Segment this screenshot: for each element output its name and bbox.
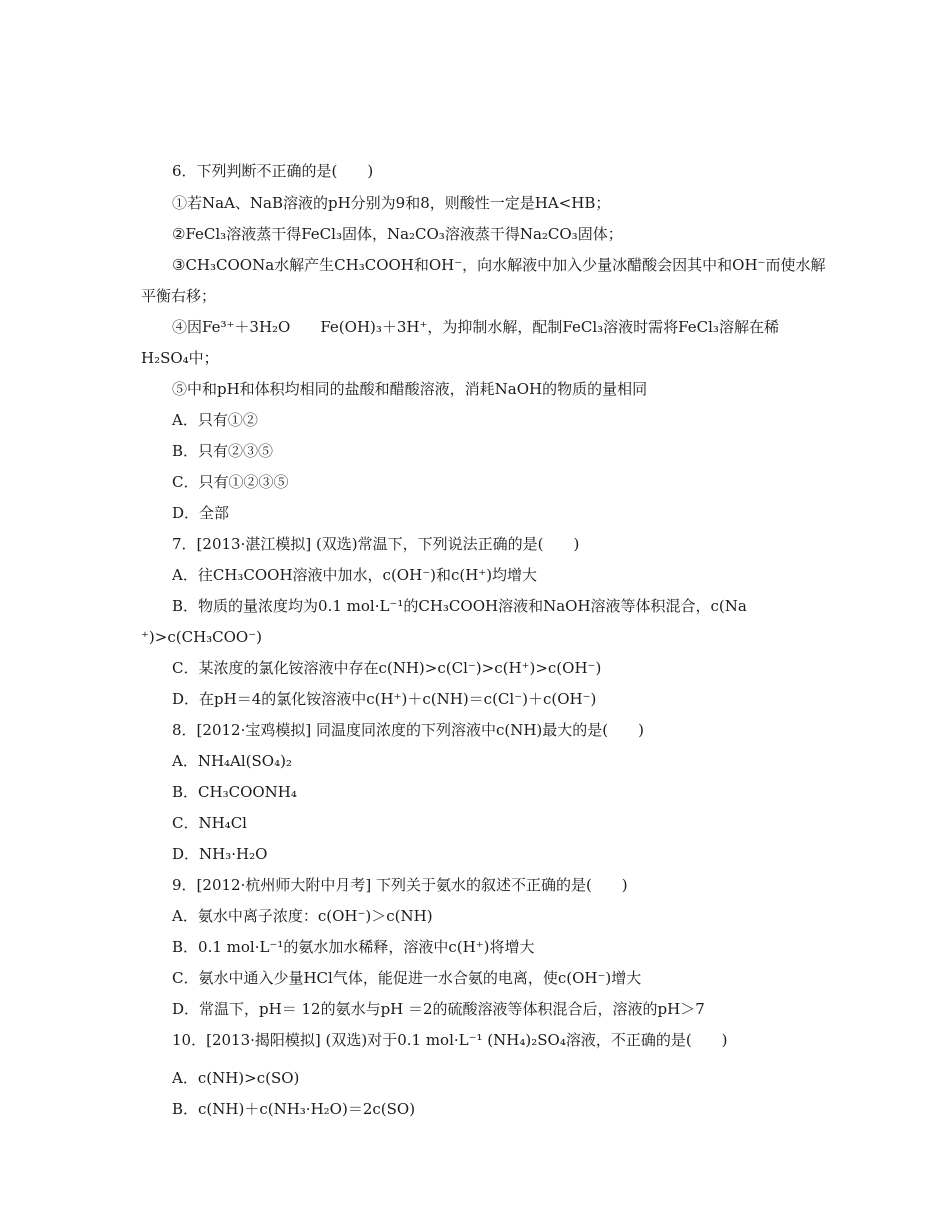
question-6-statement-4: ④因Fe³⁺＋3H₂O Fe(OH)₃＋3H⁺，为抑制水解，配制FeCl₃溶液时需将FeCl₃溶解在稀: [172, 318, 779, 336]
question-9-option-d: D．常温下，pH＝ 12的氨水与pH ＝2的硫酸溶液等体积混合后，溶液的pH＞7: [172, 1000, 705, 1018]
question-6-stem: 6．下列判断不正确的是( ): [172, 162, 374, 180]
question-8-option-c: C．NH₄Cl: [172, 814, 247, 832]
question-9-option-b: B．0.1 mol·L⁻¹的氨水加水稀释，溶液中c(H⁺)将增大: [172, 938, 535, 956]
question-7-option-b-cont: ⁺)>c(CH₃COO⁻): [141, 628, 263, 646]
question-6-option-b: B．只有②③⑤: [172, 442, 274, 460]
question-6-statement-4-cont: H₂SO₄中；: [141, 349, 219, 367]
question-10-stem: 10．[2013·揭阳模拟] (双选)对于0.1 mol·L⁻¹ (NH₄)₂SO₄溶液，不正确的是( ): [172, 1031, 728, 1049]
question-6-statement-1: ①若NaA、NaB溶液的pH分别为9和8，则酸性一定是HA<HB；: [172, 194, 611, 212]
question-9-option-c: C．氨水中通入少量HCl气体，能促进一水合氨的电离，使c(OH⁻)增大: [172, 969, 642, 987]
question-8-option-a: A．NH₄Al(SO₄)₂: [172, 752, 292, 770]
question-9-stem: 9．[2012·杭州师大附中月考] 下列关于氨水的叙述不正确的是( ): [172, 876, 628, 894]
question-7-stem: 7．[2013·湛江模拟] (双选)常温下，下列说法正确的是( ): [172, 535, 580, 553]
question-7-option-d: D．在pH＝4的氯化铵溶液中c(H⁺)＋c(NH)＝c(Cl⁻)＋c(OH⁻): [172, 690, 597, 708]
question-6-option-a: A．只有①②: [172, 411, 258, 429]
question-9-option-a: A．氨水中离子浓度：c(OH⁻)＞c(NH): [172, 907, 433, 925]
question-6-statement-2: ②FeCl₃溶液蒸干得FeCl₃固体，Na₂CO₃溶液蒸干得Na₂CO₃固体；: [172, 225, 623, 243]
question-8-stem: 8．[2012·宝鸡模拟] 同温度同浓度的下列溶液中c(NH)最大的是( ): [172, 721, 644, 739]
question-6-statement-3-cont: 平衡右移；: [141, 287, 217, 305]
question-6-statement-3: ③CH₃COONa水解产生CH₃COOH和OH⁻，向水解液中加入少量冰醋酸会因其中和OH⁻而使水解: [172, 256, 826, 274]
question-6-option-d: D．全部: [172, 504, 230, 522]
question-8-option-b: B．CH₃COONH₄: [172, 783, 297, 801]
question-6-option-c: C．只有①②③⑤: [172, 473, 289, 491]
question-10-option-b: B．c(NH)＋c(NH₃·H₂O)＝2c(SO): [172, 1100, 416, 1118]
question-7-option-a: A．往CH₃COOH溶液中加水，c(OH⁻)和c(H⁺)均增大: [172, 566, 538, 584]
question-7-option-c: C．某浓度的氯化铵溶液中存在c(NH)>c(Cl⁻)>c(H⁺)>c(OH⁻): [172, 659, 602, 677]
question-6-statement-5: ⑤中和pH和体积均相同的盐酸和醋酸溶液，消耗NaOH的物质的量相同: [172, 380, 648, 398]
question-8-option-d: D．NH₃·H₂O: [172, 845, 268, 863]
question-7-option-b: B．物质的量浓度均为0.1 mol·L⁻¹的CH₃COOH溶液和NaOH溶液等体积混合，c(Na: [172, 597, 747, 615]
question-10-option-a: A．c(NH)>c(SO): [172, 1069, 300, 1087]
